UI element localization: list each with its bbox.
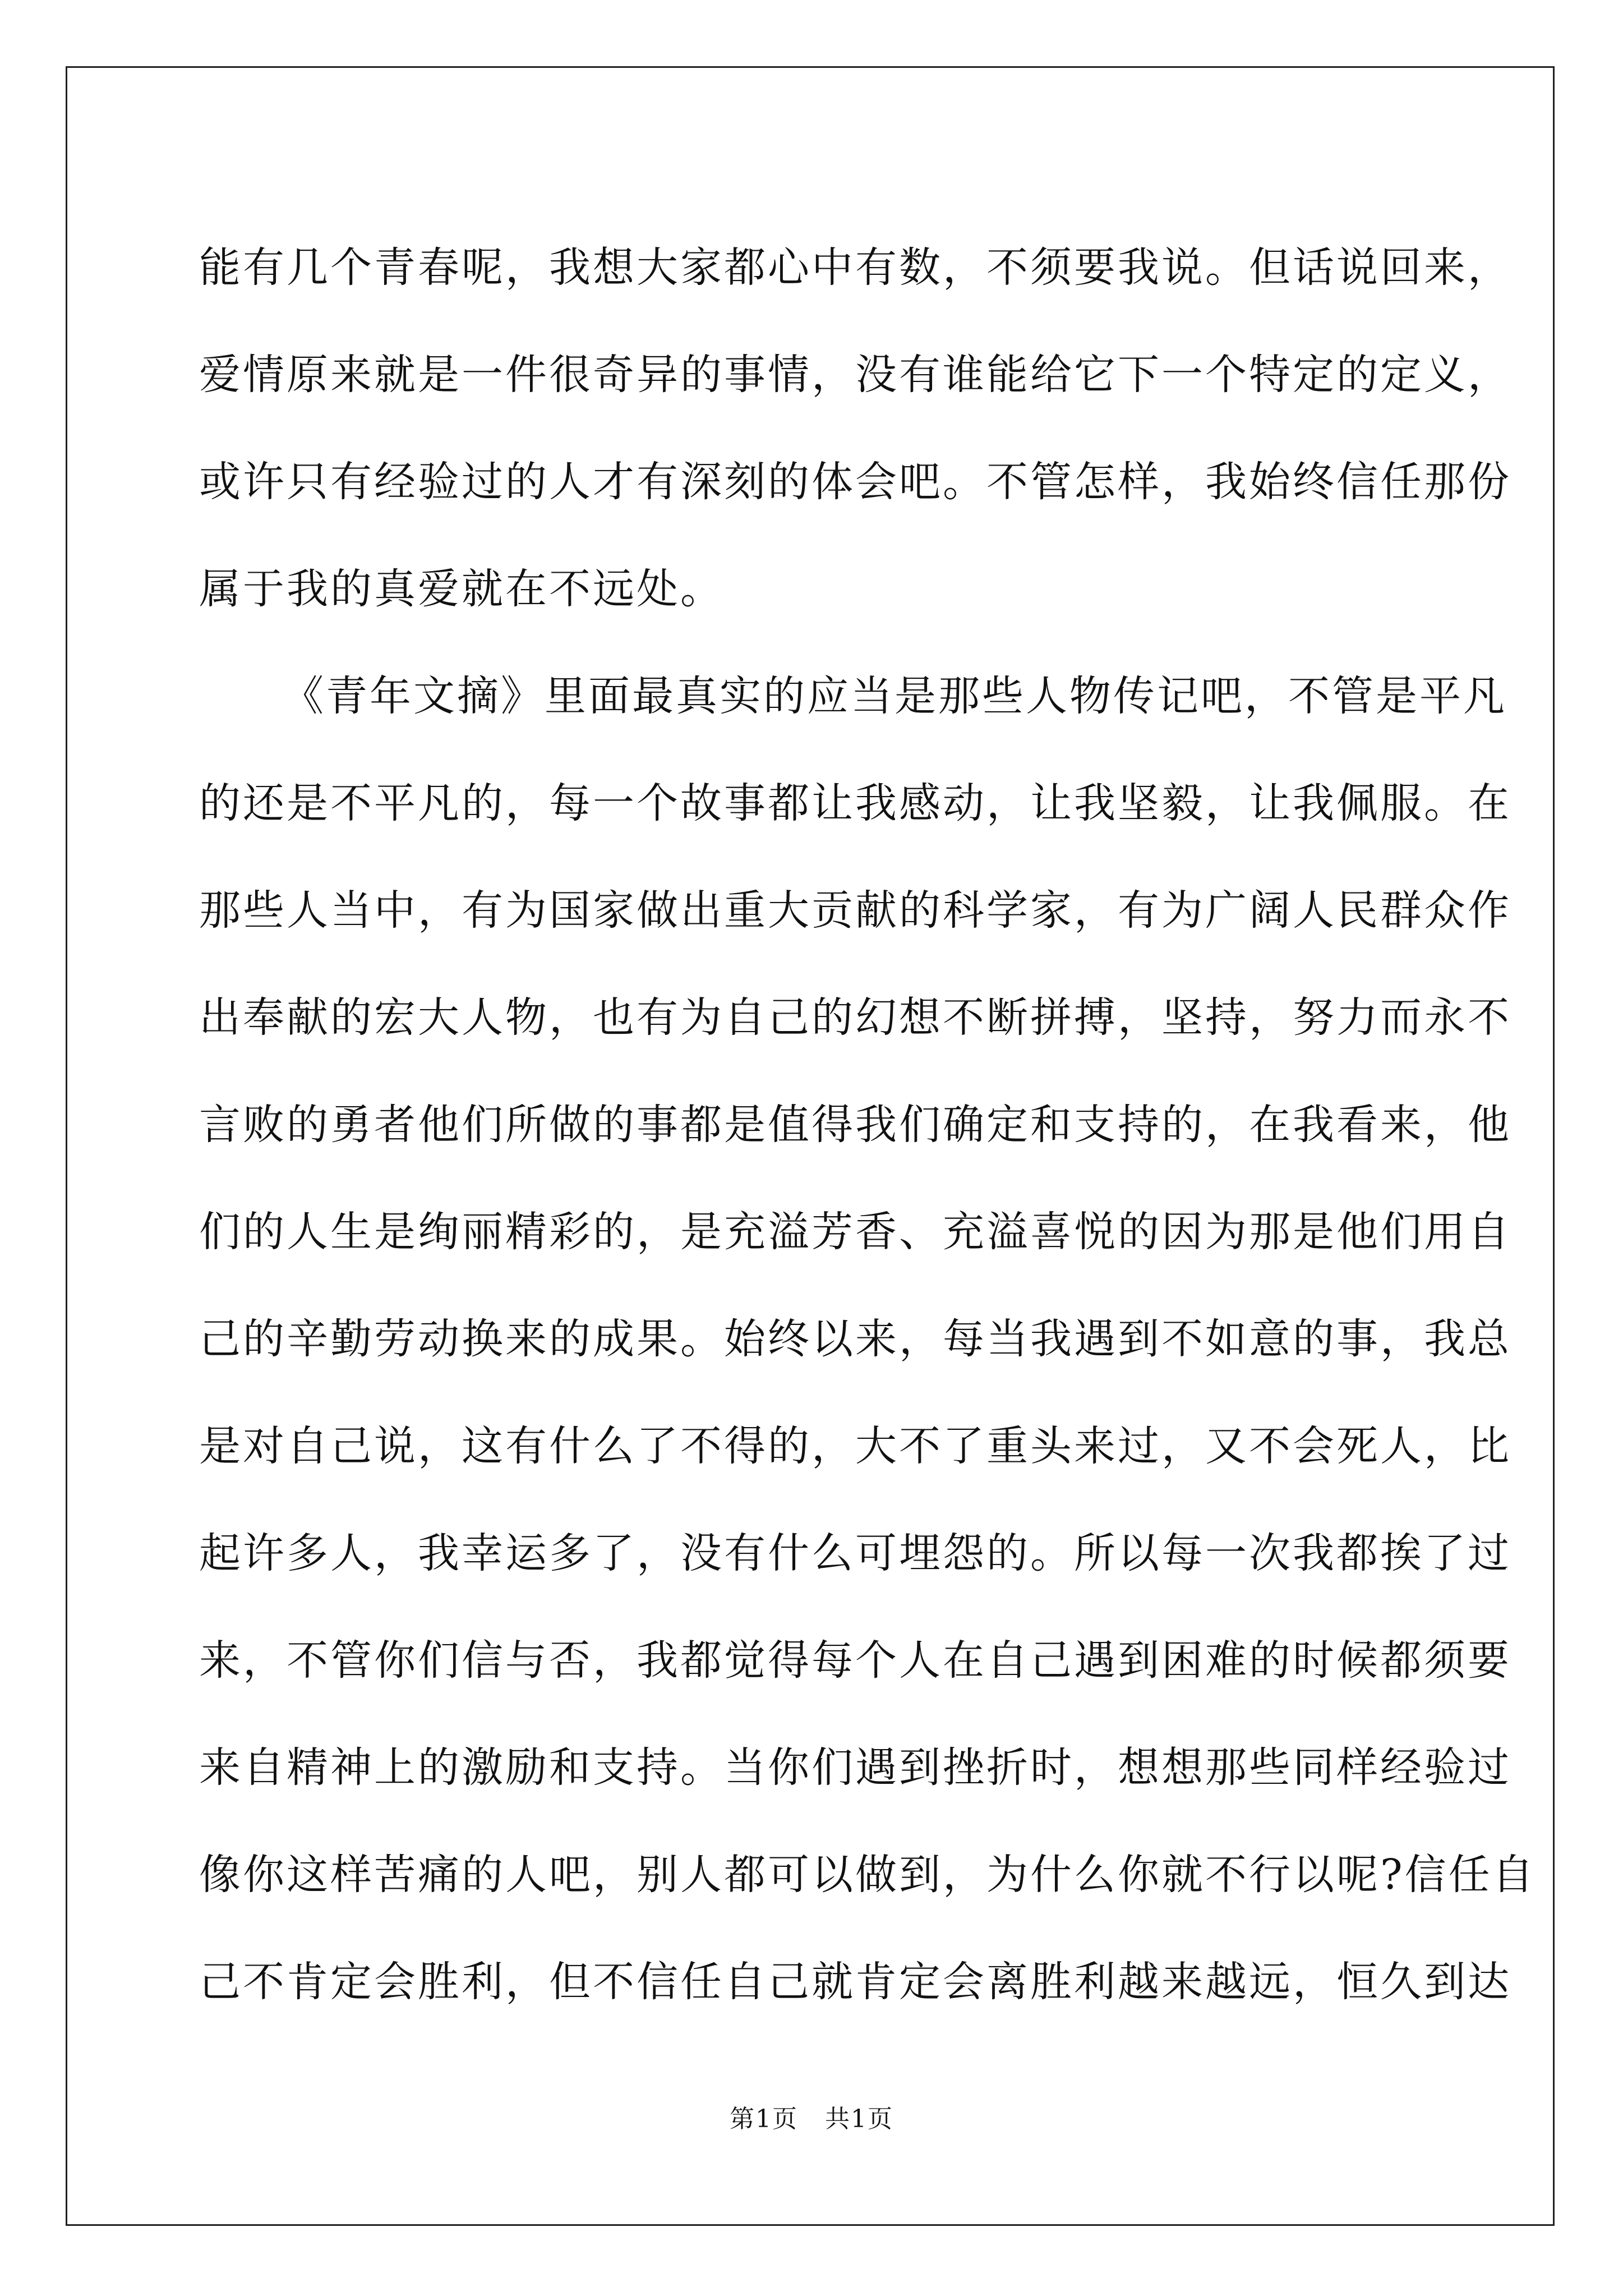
text-line: 像你这样苦痛的人吧，别人都可以做到，为什么你就不行以呢?信任自 bbox=[199, 1851, 1536, 1899]
page-footer bbox=[0, 2102, 1623, 2136]
text-line: 能有几个青春呢，我想大家都心中有数，不须要我说。但话说回来， bbox=[199, 243, 1511, 292]
text-line: 是对自己说，这有什么了不得的，大不了重头来过，又不会死人，比 bbox=[199, 1422, 1511, 1470]
text-line: 来，不管你们信与否，我都觉得每个人在自己遇到困难的时候都须要 bbox=[199, 1636, 1511, 1685]
text-line: 爱情原来就是一件很奇异的事情，没有谁能给它下一个特定的定义， bbox=[199, 351, 1511, 399]
text-line: 起许多人，我幸运多了，没有什么可埋怨的。所以每一次我都挨了过 bbox=[199, 1529, 1511, 1577]
text-line: 己的辛勤劳动换来的成果。始终以来，每当我遇到不如意的事，我总 bbox=[199, 1315, 1511, 1363]
document-body bbox=[199, 214, 1536, 2036]
text-line: 或许只有经验过的人才有深刻的体会吧。不管怎样，我始终信任那份 bbox=[199, 458, 1511, 506]
page-number: 第1页 bbox=[730, 2105, 798, 2133]
text-line: 们的人生是绚丽精彩的，是充溢芳香、充溢喜悦的因为那是他们用自 bbox=[199, 1208, 1511, 1256]
text-line: 属于我的真爱就在不远处。 bbox=[199, 565, 724, 613]
text-line: 来自精神上的激励和支持。当你们遇到挫折时，想想那些同样经验过 bbox=[199, 1743, 1511, 1792]
page-total: 共1页 bbox=[825, 2105, 893, 2133]
text-line: 的还是不平凡的，每一个故事都让我感动，让我坚毅，让我佩服。在 bbox=[199, 779, 1511, 827]
text-line: 那些人当中，有为国家做出重大贡献的科学家，有为广阔人民群众作 bbox=[199, 886, 1511, 935]
text-line: 出奉献的宏大人物，也有为自己的幻想不断拼搏，坚持，努力而永不 bbox=[199, 993, 1511, 1042]
text-line: 言败的勇者他们所做的事都是值得我们确定和支持的，在我看来，他 bbox=[199, 1101, 1511, 1149]
text-line: 己不肯定会胜利，但不信任自己就肯定会离胜利越来越远，恒久到达 bbox=[199, 1958, 1511, 2006]
paragraph-first-line: 《青年文摘》里面最真实的应当是那些人物传记吧，不管是平凡 bbox=[282, 672, 1507, 720]
